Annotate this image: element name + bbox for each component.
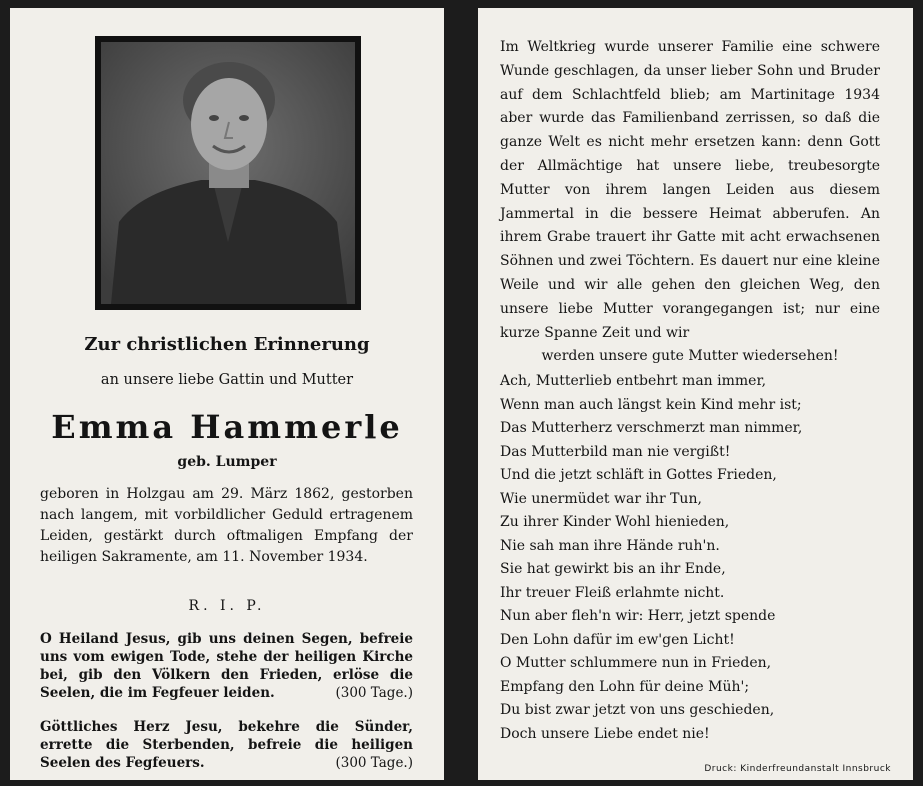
family-paragraph-last-line: werden unsere gute Mutter wiedersehen! — [541, 348, 839, 365]
biography-text: geboren in Holzgau am 29. März 1862, gestorben nach langem, mit vorbildlicher Geduld ertragenem Leiden, gestärkt durch oftmaligen Empfang der heiligen Sakramente, am 11. November 1934. — [40, 486, 413, 565]
poem-line: Nie sah man ihre Hände ruh'n. — [500, 537, 720, 554]
poem-line: Und die jetzt schläft in Gottes Frieden, — [500, 467, 777, 483]
poem-line: Wie unermüdet war ihr Tun, — [500, 490, 702, 507]
deceased-name: Emma Hammerle — [51, 408, 403, 446]
dedication-line: an unsere liebe Gattin und Mutter — [100, 372, 354, 388]
poem-line: Du bist zwar jetzt von uns geschieden, — [500, 702, 775, 718]
right-card-panel — [478, 8, 913, 780]
left-card-panel — [10, 8, 444, 780]
birth-name: geb. Lumper — [177, 454, 277, 470]
printer-credit: Druck: Kinderfreundanstalt Innsbruck — [704, 764, 891, 774]
poem-line: Wenn man auch längst kein Kind mehr ist; — [500, 396, 802, 413]
memorial-poem — [500, 370, 880, 746]
indulgence-days: (300 Tage.) — [335, 685, 413, 701]
poem-line: Zu ihrer Kinder Wohl hienieden, — [500, 514, 730, 530]
prayer-jesus — [40, 630, 413, 702]
prayer-jesus-text: O Heiland Jesus, gib uns deinen Segen, befreie uns vom ewigen Tode, stehe der heiligen Kirche bei, gib den Völkern den Frieden, erlöse die Seelen, die im Fegfeuer leiden. — [40, 631, 413, 701]
poem-line: Empfang den Lohn für deine Müh'; — [500, 678, 750, 695]
indulgence-days: (300 Tage.) — [335, 755, 413, 771]
poem-line: Das Mutterherz verschmerzt man nimmer, — [500, 420, 803, 436]
prayer-sacred-heart — [40, 718, 413, 772]
poem-line: Doch unsere Liebe endet nie! — [500, 725, 710, 742]
memorial-heading: Zur christlichen Erinnerung — [84, 334, 370, 355]
poem-line: O Mutter schlummere nun in Frieden, — [500, 655, 772, 671]
poem-line: Nun aber fleh'n wir: Herr, jetzt spende — [500, 608, 776, 624]
poem-line: Ihr treuer Fleiß erlahmte nicht. — [500, 584, 725, 601]
prayer-sacred-heart-text: Göttliches Herz Jesu, bekehre die Sünder, errette die Sterbenden, befreie die heiligen Seelen des Fegfeuers. — [40, 719, 413, 771]
portrait-photo — [95, 36, 361, 310]
family-paragraph-text: Im Weltkrieg wurde unserer Familie eine schwere Wunde geschlagen, da unser lieber Sohn und Bruder auf dem Schlachtfeld blieb; am Martinitage 1934 aber wurde das Familienband zerrissen, so daß die ganze Welt es nicht mehr ersetzen kann: denn Gott der Allmächtige hat unsere liebe, treubesorgte Mutter von ihrem langen Leiden aus diesem Jammertal in die bessere Heimat abberufen. An ihrem Grabe trauert ihr Gatte mit acht erwachsenen Söhnen und zwei Töchtern. Es dauert nur eine kleine Weile und wir alle gehen den gleichen Weg, den unsere liebe Mutter vorangegangen ist; nur eine kurze Spanne Zeit und wir — [500, 39, 880, 341]
poem-line: Den Lohn dafür im ew'gen Licht! — [500, 631, 735, 648]
poem-line: Ach, Mutterlieb entbehrt man immer, — [500, 373, 767, 389]
family-paragraph — [500, 36, 880, 369]
poem-line: Das Mutterbild man nie vergißt! — [500, 443, 731, 460]
poem-line: Sie hat gewirkt bis an ihr Ende, — [500, 561, 726, 577]
rip-text: R. I. P. — [188, 598, 266, 614]
